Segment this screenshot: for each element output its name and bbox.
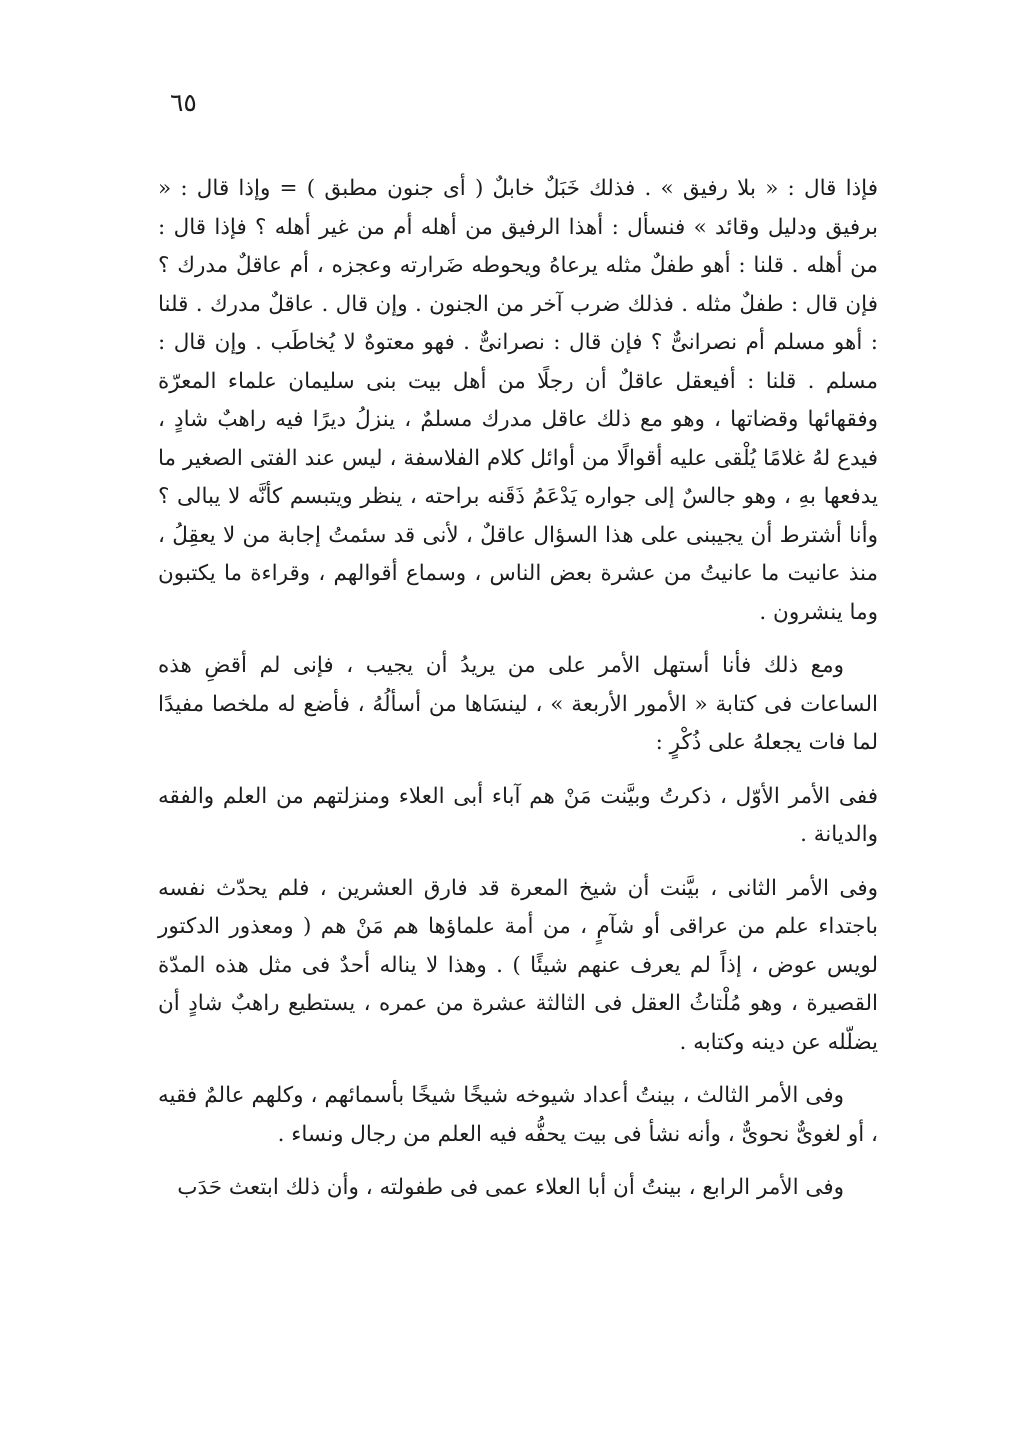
paragraph-3: ففى الأمر الأوّل ، ذكرتُ وبيَّنت مَنْ هم آباء أبى العلاء ومنزلتهم من العلم والفقه والديانة . [158, 783, 878, 847]
paragraph-4: وفى الأمر الثانى ، بيَّنت أن شيخ المعرة قد فارق العشرين ، فلم يحدّث نفسه باجتداء علم من عراقى أو شآمٍ ، من أمة علماؤها هم مَنْ هم ( ومعذور الدكتور لويس عوض ، إذاً لم يعرف عنهم شيئًا ) . وهذا لا يناله أحدٌ فى مثل هذه المدّة القصيرة ، وهو مُلْتاثُ العقل فى الثالثة عشرة من عمره ، يستطيع راهبٌ شادٍ أن يضلّله عن دينه وكتابه . [158, 875, 878, 1055]
paragraph-1: فإذا قال : « بلا رفيق » . فذلك خَبَلٌ خابلٌ ( أى جنون مطبق ) = وإذا قال : « برفيق ودليل وقائد » فنسأل : أهذا الرفيق من أهله أم من غير أهله ؟ فإذا قال : من أهله . قلنا : أهو طفلٌ مثله يرعاهُ ويحوطه ضَرارته وعجزه ، أم عاقلٌ مدرك ؟ فإن قال : طفلٌ مثله . فذلك ضرب آخر من الجنون . وإن قال . عاقلٌ مدرك . قلنا : أهو مسلم أم نصرانىٌّ ؟ فإن قال : نصرانىٌّ . فهو معتوهٌ لا يُخاطَب . وإن قال : مسلم . قلنا : أفيعقل عاقلٌ أن رجلًا من أهل بيت بنى سليمان علماء المعرّة وفقهائها وقضاتها ، وهو مع ذلك عاقل مدرك مسلمٌ ، ينزلُ ديرًا فيه راهبٌ شادٍ ، فيدع لهُ غلامًا يُلْقى عليه أقوالًا من أوائل كلام الفلاسفة ، ليس عند الفتى الصغير ما يدفعها بهِ ، وهو جالسٌ إلى جواره يَدْعَمُ ذَقَنه براحته ، ينظر ويتبسم كأنَّه لا يبالى ؟ وأنا أشترط أن يجيبنى على هذا السؤال عاقلٌ ، لأنى قد سئمتُ إجابة من لا يعقِلُ ، منذ عانيت ما عانيتُ من عشرة بعض الناس ، وسماع أقوالهم ، وقراءة ما يكتبون وما ينشرون . [158, 176, 878, 625]
paragraph-6: وفى الأمر الرابع ، بينتُ أن أبا العلاء عمى فى طفولته ، وأن ذلك ابتعث حَدَب [177, 1175, 844, 1200]
paragraph-5: وفى الأمر الثالث ، بينتُ أعداد شيوخه شيخًا شيخًا بأسمائهم ، وكلهم عالمٌ فقيه ، أو لغوىٌّ نحوىٌّ ، وأنه نشأ فى بيت يحفُّه فيه العلم من رجال ونساء . [158, 1083, 878, 1147]
paragraph-2: ومع ذلك فأنا أستهل الأمر على من يريدُ أن يجيب ، فإنى لم أقضِ هذه الساعات فى كتابة « الأمور الأربعة » ، لينسَاها من أسألُهُ ، فأضع له ملخصا مفيدًا لما فات يجعلهُ على ذُكْرٍ : [158, 653, 878, 755]
body-text [158, 170, 878, 1208]
page-number: ٦٥ [170, 88, 197, 117]
